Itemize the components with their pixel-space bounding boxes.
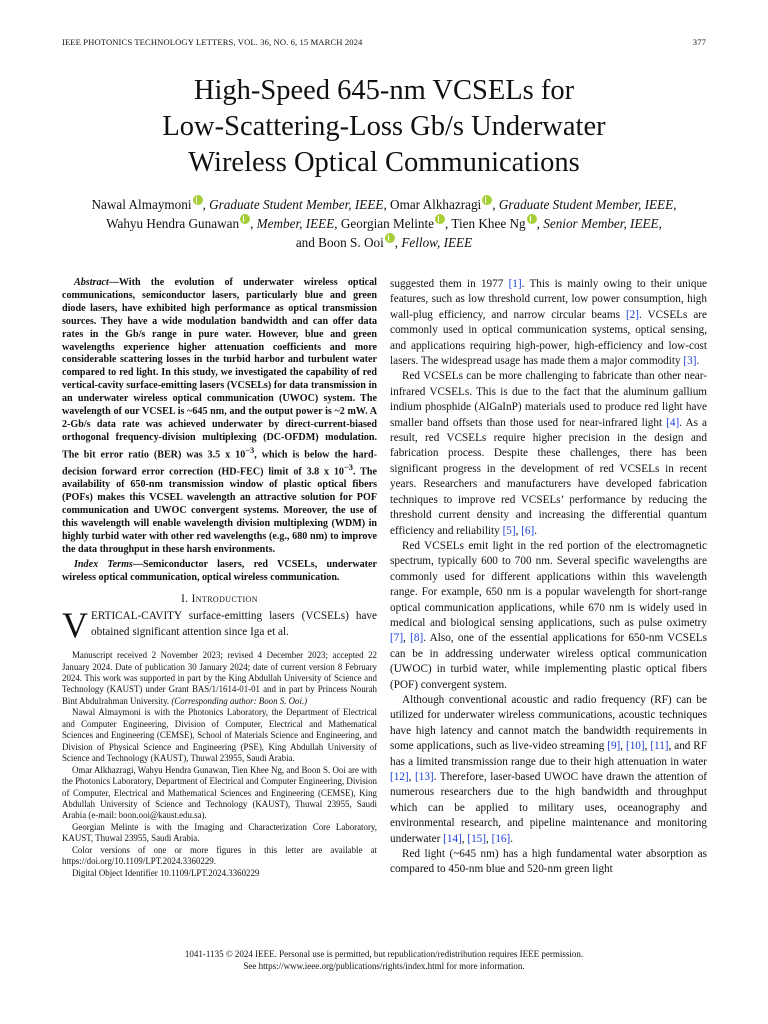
orcid-icon[interactable] — [240, 214, 250, 224]
footnote-doi: Digital Object Identifier 10.1109/LPT.2024.3360229 — [72, 867, 260, 878]
section-title: Introduction — [191, 592, 258, 605]
copyright-notice — [62, 948, 706, 972]
citation-link[interactable]: [4] — [666, 416, 680, 429]
citation-link[interactable]: [16] — [491, 832, 511, 845]
author-role: Senior Member, IEEE — [543, 216, 659, 231]
title-line-2: Low-Scattering-Loss Gb/s Underwater — [162, 111, 606, 142]
citation-link[interactable]: [13] — [415, 771, 434, 783]
orcid-icon[interactable] — [527, 214, 537, 224]
citation-link[interactable]: [5] — [502, 524, 516, 537]
title-line-1: High-Speed 645-nm VCSELs for — [193, 75, 575, 106]
body-paragraph — [390, 693, 707, 847]
index-terms — [62, 559, 377, 585]
citation-link[interactable]: [6] — [521, 524, 535, 537]
footnote-affiliation-2: Omar Alkhazragi, Wahyu Hendra Gunawan, Tien Khee Ng, and Boon S. Ooi are with the Photonics Laboratory, Department of Electrical and Computer Engineering, Division of Computer, Electrical and Mathematical Sciences and Engineering (CEMSE), King Abdullah University of Science and Technology (KAUST), Thuwal 23955, Saudi Arabia (e-mail: boon.ooi@kaust.edu.sa). — [62, 764, 377, 821]
body-text: . — [696, 355, 700, 368]
citation-link[interactable]: [3] — [683, 355, 697, 368]
body-text: . As a result, red VCSELs require higher precision in the design and fabrication process. Despite these challenges, there has been significant progress in the development of red VCSELs in recent years. Researchers and manufacturers have developed fabrication techniques to improve red VCSELs’ performance by reducing the threshold current density and increasing the differential quantum efficiency and reliability — [390, 416, 707, 537]
footnotes — [62, 650, 377, 879]
body-text: , — [403, 632, 411, 645]
citation-link[interactable]: [9] — [607, 740, 621, 753]
footnote-color-versions: Color versions of one or more figures in this letter are available at https://doi.org/10.1109/LPT.2024.3360229. — [62, 844, 377, 867]
citation-link[interactable]: [10] — [625, 740, 645, 753]
body-text: suggested them in 1977 — [390, 278, 509, 290]
body-text: . This is mainly owing to their unique features, such as low threshold current, low power consumption, high wall-plug efficiency, and narrow circular beams — [390, 278, 708, 321]
body-paragraph — [390, 539, 707, 693]
orcid-icon[interactable] — [435, 214, 445, 224]
author-line-1: Nawal Almaymoni , Graduate Student Member, IEEE, Omar Alkhazragi , Graduate Student Member, IEEE, — [91, 197, 677, 212]
citation-link[interactable]: [11] — [650, 740, 669, 753]
abstract-text-2: , which is below the hard-decision forward error correction (HD-FEC) limit of 3.8 x 10 — [62, 449, 377, 478]
author-line-3: and Boon S. Ooi , Fellow, IEEE — [295, 235, 473, 250]
corresponding-author: (Corresponding author: Boon S. Ooi.) — [171, 695, 308, 706]
body-text: Although conventional acoustic and radio frequency (RF) can be utilized for underwater wireless communications, acoustic techniques have high latency and cannot match the bandwidth requirements in some applications, such as live-video streaming — [390, 693, 707, 753]
copyright-line-1: 1041-1135 © 2024 IEEE. Personal use is permitted, but republication/redistribution requires IEEE permission. — [184, 949, 584, 959]
author-role: Graduate Student Member, IEEE — [209, 197, 384, 212]
right-column — [390, 277, 707, 878]
citation-link[interactable]: [14] — [443, 832, 462, 845]
body-text: Red VCSELs can be more challenging to fabricate than other near-infrared VCSELs. This is due to the fact that the aluminum gallium indium phosphide (AlGaInP) materials used to produce red light have smaller band offsets than those used for near-infrared light — [390, 370, 707, 429]
body-text: . Also, one of the essential applications for 650-nm VCSELs can be in addressing underwater wireless optical communication (UWOC) in turbid water, while implementing plastic optical fibers (POF) convergent system. — [390, 632, 708, 691]
body-text: , — [620, 740, 626, 753]
citation-link[interactable]: [12] — [390, 771, 409, 783]
section-number: I. — [181, 592, 189, 605]
body-text: , — [408, 771, 415, 783]
abstract-exponent: −3 — [343, 463, 353, 473]
citation-link[interactable]: [15] — [467, 832, 486, 845]
journal-name: IEEE PHOTONICS TECHNOLOGY LETTERS, VOL. 36, NO. 6, 15 MARCH 2024 — [62, 37, 363, 47]
orcid-icon[interactable] — [385, 233, 395, 243]
title-line-3: Wireless Optical Communications — [188, 147, 580, 178]
body-text: Red VCSELs emit light in the red portion of the electromagnetic spectrum, typically 600 to 700 nm. Several specific wavelengths are commonly used for different applications within this wavelength range. For example, 650 nm is a popular wavelength for short-range optical communication applications, while 670 nm is widely used in medical and biological sensing applications, such as pulse oximetry — [390, 539, 707, 629]
orcid-icon[interactable] — [193, 195, 203, 205]
body-paragraph — [390, 277, 707, 369]
copyright-line-2: See https://www.ieee.org/publications/rights/index.html for more information. — [243, 961, 525, 971]
body-text: , and RF has a limited transmission range due to their high attenuation in water — [390, 740, 707, 768]
author-name: and Boon S. Ooi — [295, 235, 384, 250]
author-name: Omar Alkhazragi — [390, 197, 482, 212]
body-text: , — [486, 832, 492, 845]
index-terms-text: —Semiconductor lasers, red VCSELs, underwater wireless optical communication, optical wireless communication. — [62, 558, 377, 583]
author-role: Member, IEEE — [256, 216, 335, 231]
citation-link[interactable]: [1] — [508, 278, 522, 290]
footnote-manuscript — [62, 650, 377, 707]
drop-cap: V — [62, 605, 88, 646]
index-terms-label: Index Terms — [74, 558, 133, 570]
author-name: Georgian Melinte — [340, 216, 435, 231]
author-name: Tien Khee Ng — [451, 216, 526, 231]
author-name: Nawal Almaymoni — [91, 197, 192, 212]
body-paragraph — [390, 369, 707, 538]
paper-title — [62, 73, 706, 181]
body-text: . Therefore, laser-based UWOC have drawn the attention of numerous researchers due to the high bandwidth and throughput which can be applied to military uses, oceanography and environmental research, and pipeline maintenance and monitoring underwater — [390, 771, 708, 845]
intro-paragraph — [62, 605, 377, 646]
orcid-icon[interactable] — [482, 195, 492, 205]
citation-link[interactable]: [2] — [625, 308, 639, 321]
abstract — [62, 277, 377, 557]
abstract-exponent: −3 — [245, 445, 255, 455]
citation-link[interactable]: [7] — [390, 632, 404, 645]
abstract-text-3: . The availability of 650-nm transmission window of plastic optical fibers (POFs) makes this VCSEL wavelength an attractive solution for POF communication and UWOC convergent systems. Moreover, the use of this wavelength will enable wavelength division multiplexing (WDM) in highly turbid water with other red wavelengths (e.g., 680 nm) to improve the data throughput in these harsh environments. — [62, 466, 377, 555]
running-header — [62, 37, 706, 51]
body-text: . — [510, 832, 514, 845]
author-line-2: Wahyu Hendra Gunawan , Member, IEEE, Georgian Melinte , Tien Khee Ng , Senior Member, IEEE, — [106, 216, 662, 231]
author-list — [62, 195, 706, 252]
author-role: Graduate Student Member, IEEE — [498, 197, 674, 212]
author-name: Wahyu Hendra Gunawan — [106, 216, 240, 231]
page-number: 377 — [692, 37, 706, 47]
body-text: , — [461, 832, 468, 845]
footnote-affiliation-3: Georgian Melinte is with the Imaging and Characterization Core Laboratory, KAUST, Thuwal 23955, Saudi Arabia. — [62, 821, 377, 844]
footnote-text: Manuscript received 2 November 2023; revised 4 December 2023; accepted 22 January 2024. Date of publication 30 January 2024; date of current version 8 February 2024. This work was supported in part by the King Abdullah University of Science and Technology (KAUST) under Grant BAS/1/1614-01-01 and in part by Princess Nourah Bint Abdulrahman University. — [62, 650, 377, 706]
abstract-label: Abstract — [74, 277, 109, 288]
body-text: . VCSELs are commonly used in optical communication systems, optical sensing, and applications requiring high-power, high-efficiency and low-cost lasers. The widespread usage has made them a major commodity — [390, 308, 707, 368]
body-text: , — [515, 524, 522, 537]
author-role: Fellow, IEEE — [401, 235, 473, 250]
body-text: , — [644, 740, 651, 753]
section-heading — [62, 593, 377, 606]
footnote-affiliation-1: Nawal Almaymoni is with the Photonics Laboratory, the Department of Electrical and Computer Engineering, Division of Computer, Electrical and Mathematical Sciences and Engineering (CEMSE), School of Materials Science and Engineering, and Division of Physical Science and Engineering (PSE), King Abdullah University of Science and Technology (KAUST), Thuwal 23955, Saudi Arabia. — [62, 707, 377, 764]
body-text: . — [534, 524, 538, 537]
body-paragraph: Red light (~645 nm) has a high fundamental water absorption as compared to 450-nm blue and 520-nm green light — [390, 848, 707, 876]
left-column — [62, 277, 377, 879]
citation-link[interactable]: [8] — [410, 632, 424, 645]
intro-text: ERTICAL-CAVITY surface-emitting lasers (VCSELs) have obtained significant attention since Iga et al. — [91, 610, 377, 638]
abstract-text: —With the evolution of underwater wireless optical communications, semiconductor lasers, particularly blue and green diode lasers, have exhibited high performance as optical transmission sources. They have a wide modulation bandwidth and can offer data rates in the Gb/s range in pure water. However, blue and green wavelengths experience higher attenuation coefficients and more considerable scattering losses in the turbid harbor and turbulent water compared to red light. In this study, we investigated the capability of red vertical-cavity surface-emitting lasers (VCSELs) for data transmission in an underwater wireless optical communication (UWOC) system. The wavelength of our VCSEL is ~645 nm, and the output power is ~2 mW. A 2-Gb/s data rate was achieved underwater by direct-current-biased orthogonal frequency-division multiplexing (DC-OFDM) modulation. The bit error ratio (BER) was 3.5 x 10 — [62, 277, 377, 461]
